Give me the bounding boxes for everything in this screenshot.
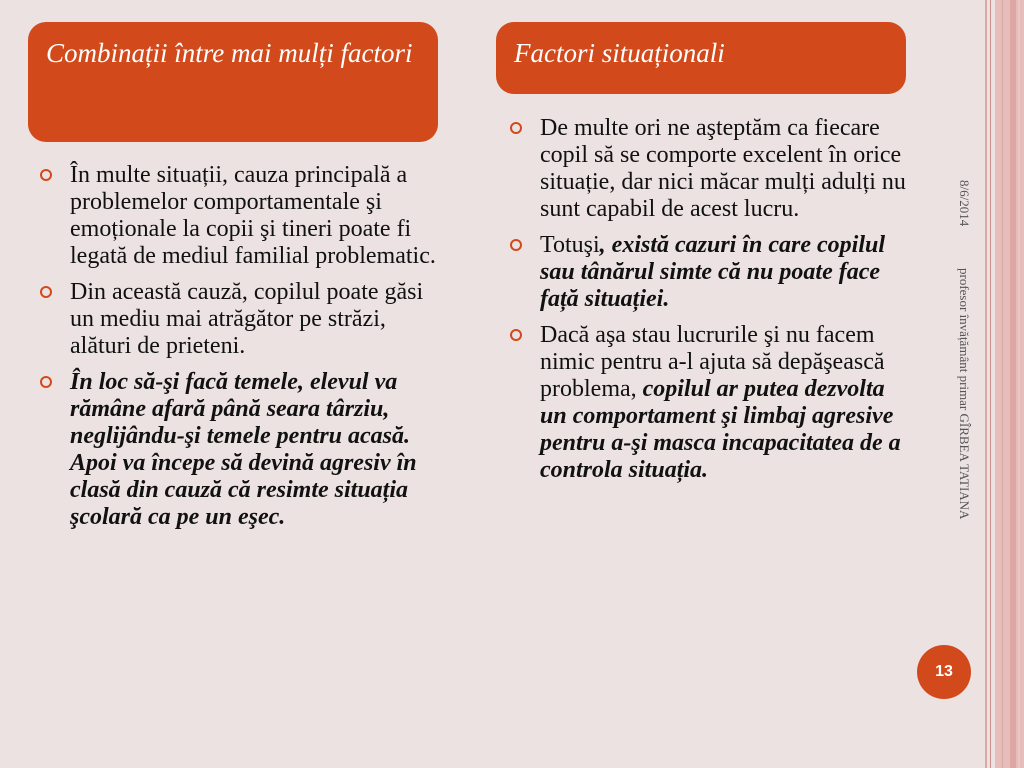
bullet-item [508, 322, 908, 484]
decorative-stripe [990, 0, 991, 768]
decorative-stripe [1010, 0, 1016, 768]
left-column-header-title: Combinații între mai mulți factori [46, 38, 413, 68]
right-column-body [508, 115, 908, 493]
decorative-stripe [1002, 0, 1003, 768]
bullet-text: De multe ori ne aşteptăm ca fiecare copil să se comporte excelent în orice situație, dar nici măcar mulți adulți nu sunt capabil de acest lucru. [540, 115, 906, 222]
bullet-item [38, 279, 438, 360]
bullet-text: În multe situații, cauza principală a problemelor comportamentale şi emoționale la copii şi tineri poate fi legată de mediul familial problematic. [70, 162, 436, 269]
right-column-header [496, 22, 906, 94]
bullet-item [38, 162, 438, 270]
left-column-header [28, 22, 438, 142]
decorative-stripe [1018, 0, 1020, 768]
decorative-stripe [985, 0, 987, 768]
page-number-badge: 13 [917, 645, 971, 699]
left-column-body [38, 162, 438, 540]
bullet-text: Dacă aşa stau lucrurile şi nu facem nimic pentru a-l ajuta să depăşească problema, [540, 322, 885, 402]
bullet-item [508, 232, 908, 313]
bullet-emphasis-text: În loc să-şi facă temele, elevul va rămâne afară până seara târziu, neglijându-şi temele pentru acasă. Apoi va începe să devină agresiv în clasă din cauză că resimte situația şcolară ca pe un eşec. [70, 369, 417, 530]
bullet-item [38, 369, 438, 531]
ring-bullet-icon [40, 169, 52, 181]
ring-bullet-icon [510, 239, 522, 251]
slide-author: profesor învățământ primar GÎRBEA TATIANA [957, 268, 972, 520]
bullet-emphasis-text: , există cazuri în care copilul sau tânărul simte că nu poate face față situației. [540, 232, 886, 312]
bullet-item [508, 115, 908, 223]
ring-bullet-icon [40, 376, 52, 388]
bullet-emphasis-text: copilul ar putea dezvolta un comportament şi limbaj agresive pentru a-şi masca incapacitatea de a controla situația. [540, 376, 901, 483]
ring-bullet-icon [40, 286, 52, 298]
right-column-header-title: Factori situaționali [514, 38, 725, 68]
ring-bullet-icon [510, 329, 522, 341]
slide-date: 8/6/2014 [957, 180, 972, 227]
ring-bullet-icon [510, 122, 522, 134]
bullet-text: Totuşi [540, 232, 600, 258]
bullet-text: Din această cauză, copilul poate găsi un mediu mai atrăgător pe străzi, alături de prieteni. [70, 279, 424, 359]
